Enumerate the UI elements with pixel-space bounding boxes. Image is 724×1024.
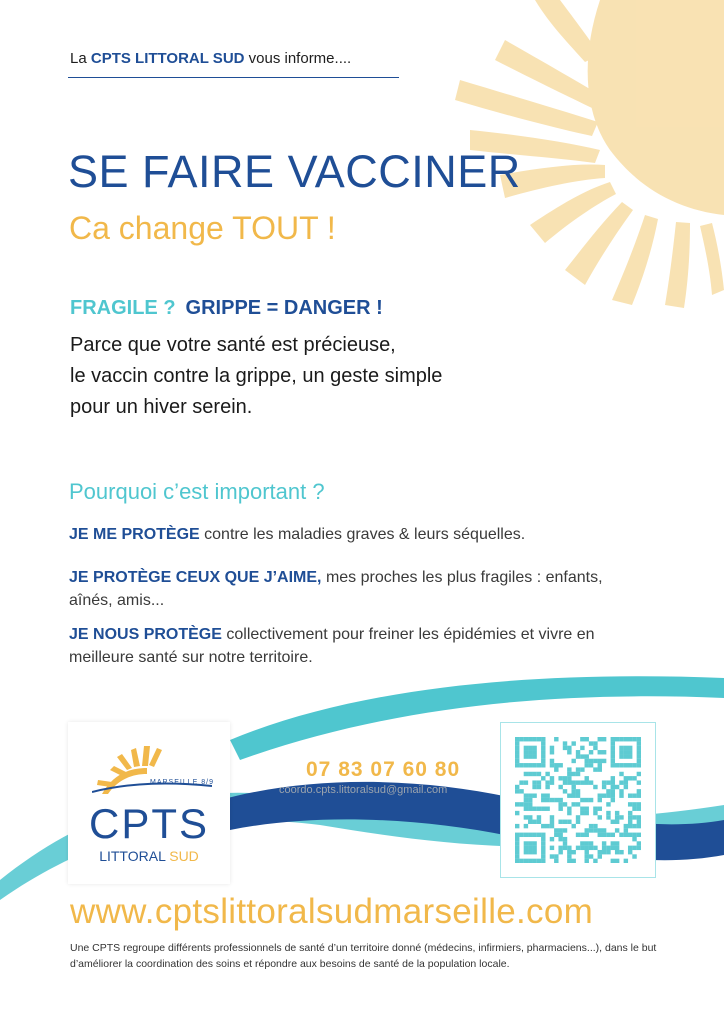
reason-text: collectivement pour freiner les épidémies et vivre en meilleure santé sur notre territoire. [69, 626, 595, 666]
qr-code-icon [515, 737, 641, 863]
alert-line [70, 297, 383, 320]
logo-subtitle [68, 848, 230, 864]
logo-cpts-text: CPTS [88, 800, 209, 847]
intro-line: Parce que votre santé est précieuse, [70, 334, 396, 356]
logo-sun-icon [92, 746, 212, 796]
header-divider [68, 77, 399, 78]
reason-strong: JE PROTÈGE CEUX QUE J’AIME, [69, 569, 322, 586]
alert-danger: GRIPPE = DANGER ! [185, 297, 383, 319]
logo-littoral: LITTORAL [99, 848, 166, 864]
logo-sud: SUD [169, 848, 199, 864]
alert-question: FRAGILE ? [70, 297, 176, 319]
header-suffix: vous informe.... [244, 50, 352, 67]
reason-item [69, 623, 644, 669]
website-url[interactable]: www.cptslittoralsudmarseille.com [70, 892, 594, 931]
logo-marseille-label: MARSEILLE 8/9 [150, 779, 214, 786]
phone-number[interactable]: 07 83 07 60 80 [306, 758, 461, 781]
page-title: SE FAIRE VACCINER [68, 146, 521, 197]
qr-code[interactable] [500, 722, 656, 878]
reason-item [69, 523, 669, 546]
header-line [70, 50, 351, 67]
reason-text: contre les maladies graves & leurs séquelles. [199, 526, 526, 543]
cpts-logo [68, 722, 230, 884]
why-heading: Pourquoi c’est important ? [69, 479, 325, 504]
header-org: CPTS LITTORAL SUD [90, 50, 245, 67]
intro-line: le vaccin contre la grippe, un geste simple [70, 365, 443, 387]
footnote: Une CPTS regroupe différents professionnels de santé d’un territoire donné (médecins, infirmiers, pharmaciens...), dans le but d’améliorer la coordination des soins et répondre aux besoins de santé de la population locale. [70, 942, 657, 970]
reason-item [69, 566, 639, 612]
intro-paragraph [70, 330, 590, 423]
intro-line: pour un hiver serein. [70, 396, 253, 418]
reason-text: mes proches les plus fragiles : enfants, aînés, amis... [69, 569, 603, 609]
email-address[interactable]: coordo.cpts.littoralsud@gmail.com [279, 784, 448, 796]
reason-strong: JE NOUS PROTÈGE [69, 626, 222, 643]
reason-strong: JE ME PROTÈGE [69, 526, 200, 543]
header-prefix: La [70, 50, 91, 67]
page-subtitle: Ca change TOUT ! [69, 210, 336, 246]
